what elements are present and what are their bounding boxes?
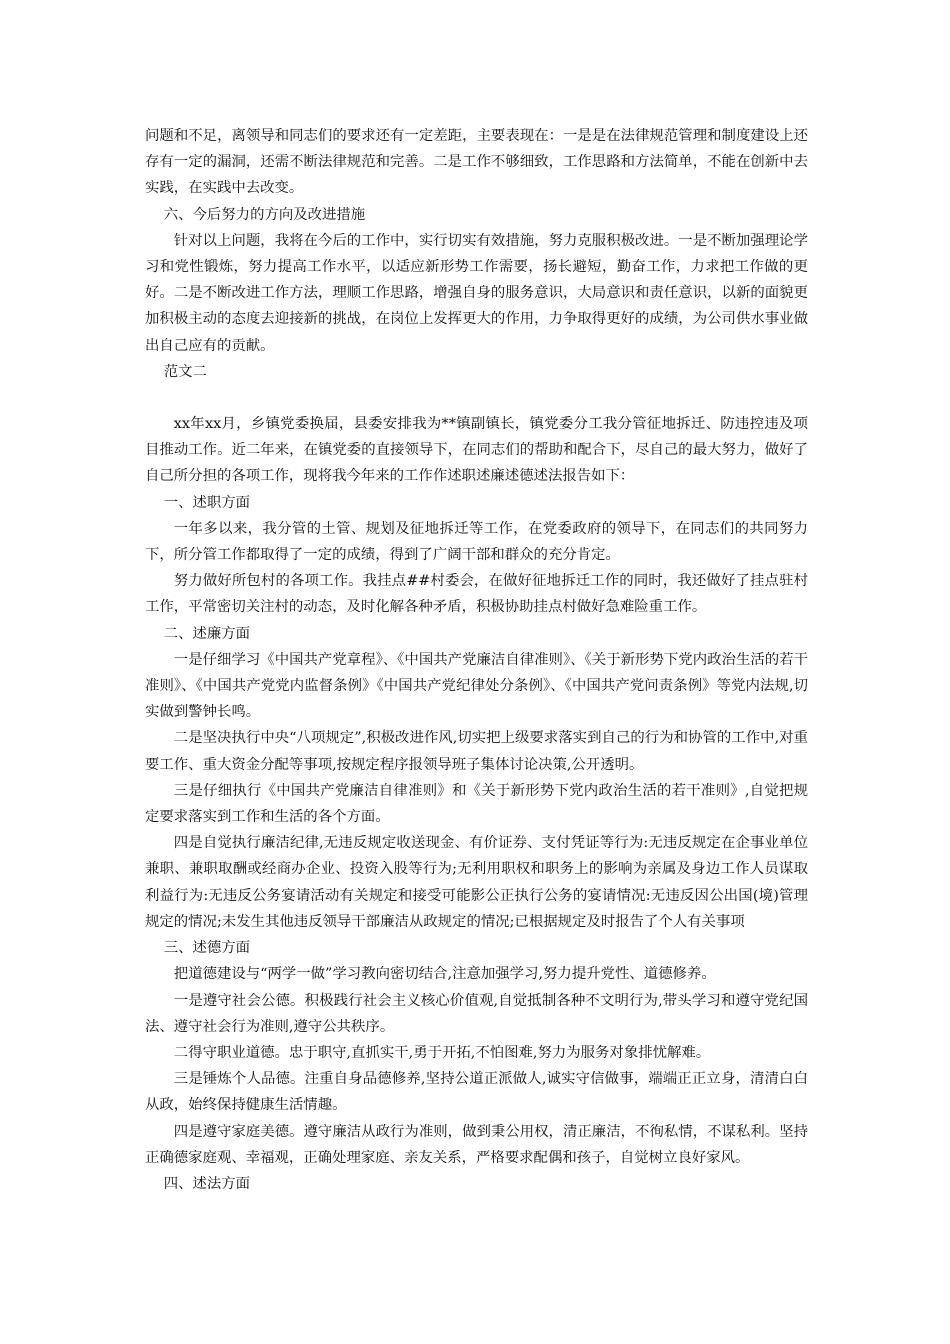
paragraph-moral-2: 二得守职业道德。忠于职守,直抓实干,勇于开拓,不怕图难,努力为服务对象排忧解难。 bbox=[173, 1044, 711, 1061]
blank-line bbox=[145, 385, 808, 411]
paragraph-clean-3: 三是仔细执行《中国共产党廉洁自律准则》和《关于新形势下党内政治生活的若干准则》,自觉把规定要求落实到工作和生活的各个方面。 bbox=[145, 782, 808, 826]
paragraph-duty-2: 努力做好所包村的各项工作。我挂点##村委会，在做好征地拆迁工作的同时，我还做好了挂点驻村工作，平常密切关注村的动态，及时化解各种矛盾，积极协助挂点村做好急难险重工作。 bbox=[145, 573, 808, 616]
section-title-sample-two: 范文二 bbox=[163, 363, 207, 380]
paragraph-duty-1: 一年多以来，我分管的土管、规划及征地拆迁等工作，在党委政府的领导下，在同志们的共同努力下，所分管工作都取得了一定的成绩，得到了广阔干部和群众的充分肯定。 bbox=[145, 520, 808, 564]
paragraph-clean-1: 一是仔细学习《中国共产党章程》、《中国共产党廉洁自律准则》、《关于新形势下党内政治生活的若干准则》、《中国共产党党内监督条例》《中国共产党纪律处分条例》、《中国共产党问责条例》等党内法规,切实做到警钟长鸣。 bbox=[145, 651, 808, 721]
paragraph-intro: xx年xx月，乡镇党委换届，县委安排我为**镇副镇长，镇党委分工我分管征地拆迁、防违控违及项目推动工作。近二年来，在镇党委的直接领导下，在同志们的帮助和配合下，尽自己的最大努力，做好了自己所分担的各项工作，现将我今年来的工作作述职述廉述德述法报告如下： bbox=[145, 416, 808, 485]
paragraph-clean-2: 二是坚决执行中央“八项规定”,积极改进作风,切实把上级要求落实到自己的行为和协管的工作中,对重要工作、重大资金分配等事项,按规定程序报领导班子集体讨论决策,公开透明。 bbox=[145, 730, 808, 773]
paragraph-moral-1: 一是遵守社会公德。积极践行社会主义核心价值观,自觉抵制各种不文明行为,带头学习和遵守党纪国法、遵守社会行为准则,遵守公共秩序。 bbox=[145, 992, 808, 1035]
document-page bbox=[145, 123, 808, 1197]
heading-six: 六、今后努力的方向及改进措施 bbox=[163, 206, 366, 223]
heading-four-law: 四、述法方面 bbox=[163, 1175, 251, 1192]
paragraph-clean-4: 四是自觉执行廉洁纪律,无违反规定收送现金、有价证券、支付凭证等行为:无违反规定在企事业单位兼职、兼职取酬或经商办企业、投资入股等行为;无利用职权和职务上的影响为亲属及身边工作人员谋取利益行为:无违反公务宴请活动有关规定和接受可能影公正执行公务的宴请情况:无违反因公出国(境)管理规定的情况;未发生其他违反领导干部廉洁从政规定的情况;已根据规定及时报告了个人有关事项 bbox=[145, 835, 808, 930]
heading-two-clean: 二、述廉方面 bbox=[163, 625, 251, 642]
heading-three-moral: 三、述德方面 bbox=[163, 940, 251, 957]
heading-one-duty: 一、述职方面 bbox=[163, 494, 251, 511]
paragraph-problems: 问题和不足，离领导和同志们的要求还有一定差距，主要表现在：一是是在法律规范管理和制度建设上还存有一定的漏洞，还需不断法律规范和完善。二是工作不够细致，工作思路和方法简单，不能在创新中去实践，在实践中去改变。 bbox=[145, 128, 808, 197]
paragraph-moral-4: 四是遵守家庭美德。遵守廉洁从政行为准则，做到秉公用权，清正廉洁，不徇私情，不谋私利。坚持正确德家庭观、幸福观，正确处理家庭、亲友关系，严格要求配偶和孩子，自觉树立良好家风。 bbox=[145, 1123, 808, 1166]
paragraph-moral-0: 把道德建设与“两学一做”学习教向密切结合,注意加强学习,努力提升党性、道德修养。 bbox=[173, 966, 716, 983]
paragraph-moral-3: 三是锤炼个人品德。注重自身品德修养,坚持公道正派做人,诚实守信做事，端端正正立身，清清白白从政，始终保持健康生活情趣。 bbox=[145, 1071, 808, 1114]
paragraph-measures: 针对以上问题，我将在今后的工作中，实行切实有效措施，努力克服积极改进。一是不断加强理论学习和党性锻炼，努力提高工作水平，以适应新形势工作需要，扬长避短，勤奋工作，力求把工作做的更好。二是不断改进工作方法，理顺工作思路，增强自身的服务意识，大局意识和责任意识，以新的面貌更加积极主动的态度去迎接新的挑战，在岗位上发挥更大的作用，力争取得更好的成绩，为公司供水事业做出自己应有的贡献。 bbox=[145, 232, 808, 354]
